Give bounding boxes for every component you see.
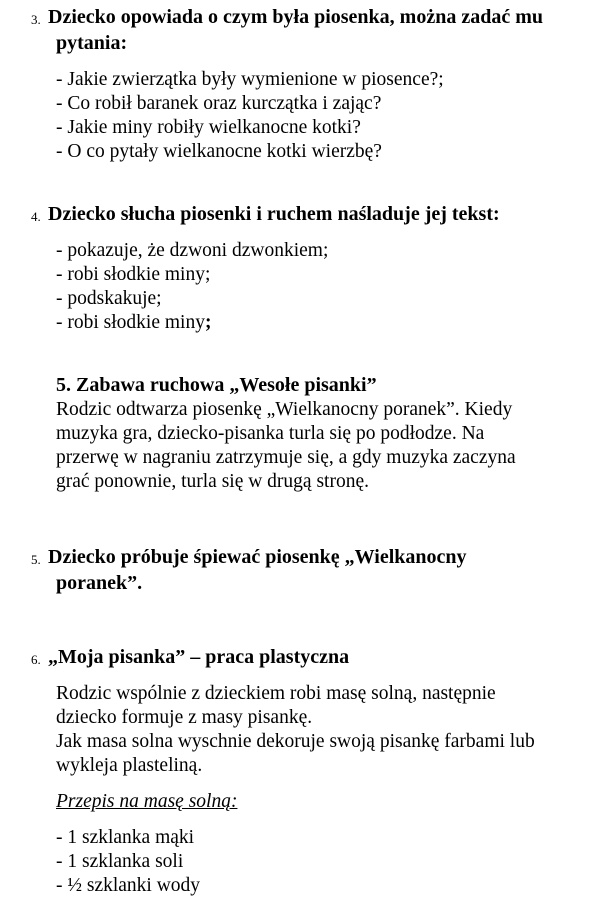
paragraph-line: muzyka gra, dziecko-pisanka turla się po podłodze. Na xyxy=(56,423,485,444)
ingredient-item: - ½ szklanki wody xyxy=(56,875,201,896)
section-heading: „Moja pisanka” – praca plastyczna xyxy=(48,646,350,668)
section-number: 5. xyxy=(31,552,41,567)
list-item: - robi słodkie miny; xyxy=(56,264,211,285)
ingredient-item: - 1 szklanka soli xyxy=(56,851,184,872)
list-item-suffix: ; xyxy=(204,312,212,333)
section-number: 3. xyxy=(31,12,41,27)
ingredient-item: - 1 szklanka mąki xyxy=(56,827,195,848)
section-heading: Dziecko słucha piosenki i ruchem naśladuje jej tekst: xyxy=(48,203,500,225)
paragraph-line: wykleja plasteliną. xyxy=(56,755,203,776)
list-item: - Co robił baranek oraz kurczątka i zając? xyxy=(56,93,382,114)
recipe-title: Przepis na masę solną: xyxy=(56,791,238,812)
list-item-text: - robi słodkie miny xyxy=(56,312,205,333)
section-heading: Dziecko opowiada o czym była piosenka, można zadać mu xyxy=(48,6,543,28)
list-item: - O co pytały wielkanocne kotki wierzbę? xyxy=(56,141,382,162)
paragraph-line: Rodzic odtwarza piosenkę „Wielkanocny poranek”. Kiedy xyxy=(56,399,513,420)
paragraph-line: Rodzic wspólnie z dzieckiem robi masę solną, następnie xyxy=(56,683,496,704)
paragraph-line: Jak masa solna wyschnie dekoruje swoją pisankę farbami lub xyxy=(56,731,535,752)
section-number: 4. xyxy=(31,209,41,224)
paragraph-line: dziecko formuje z masy pisankę. xyxy=(56,707,313,728)
section-heading-continued: poranek”. xyxy=(56,572,143,594)
list-item: - Jakie miny robiły wielkanocne kotki? xyxy=(56,117,361,138)
list-item: - podskakuje; xyxy=(56,288,162,309)
list-item: - pokazuje, że dzwoni dzwonkiem; xyxy=(56,240,329,261)
section-heading: 5. Zabawa ruchowa „Wesołe pisanki” xyxy=(56,374,377,396)
paragraph-line: przerwę w nagraniu zatrzymuje się, a gdy muzyka zaczyna xyxy=(56,447,516,468)
section-heading: Dziecko próbuje śpiewać piosenkę „Wielkanocny xyxy=(48,546,467,568)
list-item xyxy=(56,311,211,335)
section-heading-continued: pytania: xyxy=(56,32,128,54)
paragraph-line: grać ponownie, turla się w drugą stronę. xyxy=(56,471,369,492)
list-item: - Jakie zwierzątka były wymienione w piosence?; xyxy=(56,69,444,90)
section-number: 6. xyxy=(31,652,41,667)
